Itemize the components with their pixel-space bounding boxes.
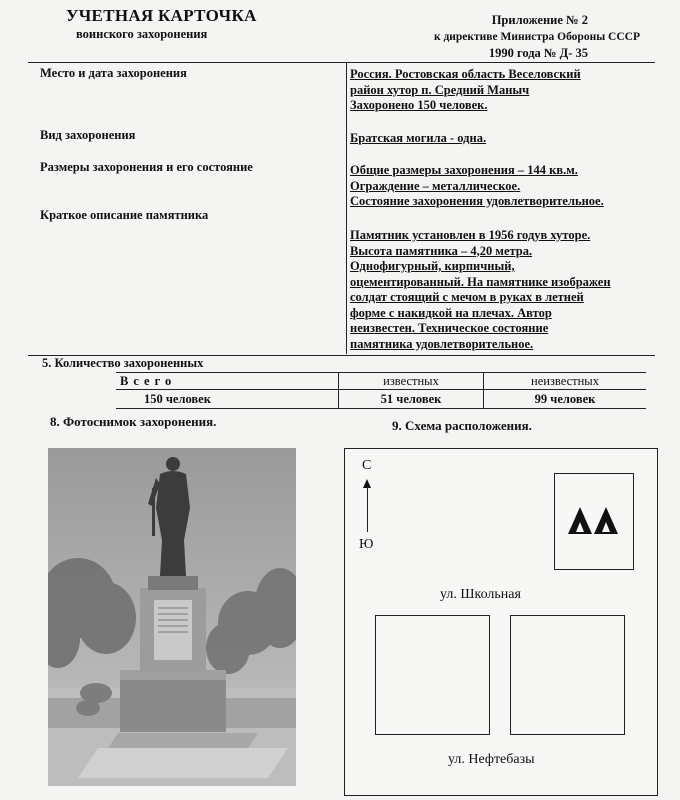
south-label: Ю <box>359 537 374 552</box>
north-arrow-shaft <box>367 486 368 532</box>
size-line: Состояние захоронения удовлетворительное. <box>350 194 604 208</box>
header-unknown: неизвестных <box>484 373 647 390</box>
place-line: район хутор п. Средний Маныч <box>350 82 530 97</box>
description-line: неизвестен. Техническое состояние <box>350 321 549 335</box>
description-line: памятника удовлетворительное. <box>350 336 534 351</box>
header-total: Всего <box>116 373 339 390</box>
description-line: оцементированный. На памятнике изображен <box>350 274 611 289</box>
type-value: Братская могила - одна. <box>350 131 487 145</box>
size-line: Общие размеры захоронения – 144 кв.м. <box>350 163 578 177</box>
building-block <box>375 615 490 735</box>
size-label: Размеры захоронения и его состояние <box>40 160 253 174</box>
type-label: Вид захоронения <box>40 128 136 142</box>
north-label: С <box>362 458 372 473</box>
building-block <box>510 615 625 735</box>
directive-year: 1990 года № Д- 35 <box>488 46 588 60</box>
memorial-photo <box>48 448 296 786</box>
place-line: Захоронено 150 человек. <box>350 98 488 112</box>
scheme-title: 9. Схема расположения. <box>392 418 532 433</box>
description-line: Однофигурный, кирпичный, <box>350 259 515 273</box>
burial-count-title: 5. Количество захороненных <box>42 356 204 370</box>
grave-plot <box>554 473 634 570</box>
description-line: форме с накидкой на плечах. Автор <box>350 305 552 320</box>
table-header-row <box>116 373 646 390</box>
card-title: УЧЕТНАЯ КАРТОЧКА <box>66 6 257 25</box>
street-label-top: ул. Школьная <box>440 587 521 602</box>
grave-marker-icon <box>555 474 633 569</box>
place-value <box>350 67 581 114</box>
fields-divider <box>346 62 347 354</box>
total-count: 150 человек <box>116 390 339 409</box>
appendix-number: Приложение № 2 <box>491 13 588 27</box>
header-known: известных <box>339 373 484 390</box>
burial-count-table <box>116 372 646 409</box>
place-label: Место и дата захоронения <box>40 66 187 80</box>
photo-title: 8. Фотоснимок захоронения. <box>50 414 217 429</box>
size-value <box>350 163 604 210</box>
description-value <box>350 228 611 352</box>
street-label-bottom: ул. Нефтебазы <box>448 752 535 767</box>
place-line: Россия. Ростовская область Веселовский <box>350 67 581 81</box>
description-line: Памятник установлен в 1956 годув хуторе. <box>350 228 591 242</box>
description-label: Краткое описание памятника <box>40 208 209 222</box>
size-line: Ограждение – металлическое. <box>350 178 521 193</box>
card-subtitle: воинского захоронения <box>76 27 208 41</box>
known-count: 51 человек <box>339 390 484 409</box>
unknown-count: 99 человек <box>484 390 647 409</box>
table-row <box>116 390 646 409</box>
description-line: Высота памятника – 4,20 метра. <box>350 243 533 258</box>
description-line: солдат стоящий с мечом в руках в летней <box>350 290 584 304</box>
directive-reference: к директиве Министра Обороны СССР <box>433 31 640 43</box>
